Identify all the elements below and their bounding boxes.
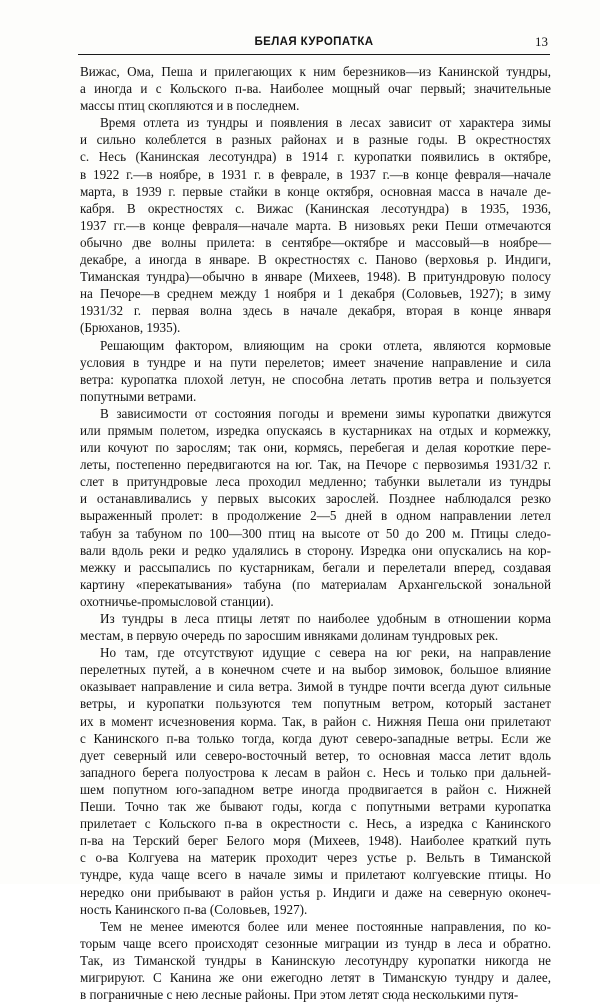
text-line: картину «перекатывания» табуна (по материалам Архангельской зональной xyxy=(80,576,551,592)
text-line: условия в тундре и на пути перелетов; имеет значение направление и сила xyxy=(80,354,551,370)
text-line: оказывает направление и сила ветра. Зимой в тундре почти всегда дуют сильные xyxy=(80,679,551,695)
text-line: или кочуют по зарослям; так они, кормясь, перебегая и делая короткие пере- xyxy=(80,440,551,456)
text-line: с Канинского п-ва только тогда, когда дуют северо-западные ветры. Если же xyxy=(80,730,551,746)
text-line: слет в притундровые леса проходил медленно; табунки вылетали из тундры xyxy=(80,474,551,490)
text-line: леты, постепенно передвигаются на юг. Так, на Печоре с первозимья 1931/32 г. xyxy=(80,457,551,473)
paragraph xyxy=(80,610,551,644)
text-line: Тиманская тундра)—обычно в январе (Михеев, 1948). В притундровую полосу xyxy=(80,269,551,285)
text-line: Из тундры в леса птицы летят по наиболее удобным в отношении корма xyxy=(100,611,551,626)
text-line: ветра: куропатка плохой летун, не способна летать против ветра и пользуется xyxy=(80,371,551,387)
paragraph xyxy=(80,63,551,114)
text-line: тундре, куда чаще всего в начале зимы и прилетают колгуевские птицы. Но xyxy=(80,867,551,883)
text-line: местам, в первую очередь по заросшим ивняками долинам тундровых рек. xyxy=(80,628,499,644)
running-title: БЕЛАЯ КУРОПАТКА xyxy=(254,36,374,48)
text-line: в 1922 г.—в ноябре, в 1931 г. в феврале, в 1937 г.—в конце февраля—начале xyxy=(80,166,551,182)
text-line: на Печоре—в среднем между 1 ноября и 1 декабря (Соловьев, 1927); в зиму xyxy=(80,286,551,302)
text-line: Тем не менее имеются более или менее постоянные направления, по ко- xyxy=(100,918,551,934)
text-line: Но там, где отсутствуют идущие с севера на юг реки, на направление xyxy=(100,645,551,661)
text-line: ветры, и куропатки пользуются тем попутным ветром, который застанет xyxy=(80,696,551,712)
text-line: дует северный или северо-восточный ветер, то основная масса летит вдоль xyxy=(80,747,551,763)
text-line: а иногда и с Кольского п-ва. Наиболее мощный очаг первый; значительные xyxy=(80,81,551,97)
paragraph xyxy=(80,405,551,610)
page-header xyxy=(78,28,550,55)
text-line: выраженный пролет: в продолжение 2—5 дней в одном направлении летел xyxy=(80,508,551,524)
text-line: 1931/32 г. первая волна здесь в начале декабря, вторая в конце января xyxy=(80,303,551,319)
text-line: Время отлета из тундры и появления в лесах зависит от характера зимы xyxy=(100,115,551,131)
text-line: мигрируют. С Канина же они ежегодно летят в Тиманскую тундру и далее, xyxy=(80,969,551,985)
text-line: марта, в 1939 г. первые стайки в конце октября, основная масса в начале де- xyxy=(80,183,551,199)
text-line: и сильно колеблется в разных районах и в разные годы. В окрестностях xyxy=(80,132,551,148)
text-line: Пеши. Точно так же бывают годы, когда с попутными ветрами куропатка xyxy=(80,799,551,815)
text-line: западного берега полуострова к лесам в район с. Несь и только при дальней- xyxy=(80,764,551,780)
text-line: вали вдоль реки и редко удалялись в сторону. Изредка они опускались на кор- xyxy=(80,542,551,558)
text-line: с. Несь (Канинская лесотундра) в 1914 г. куропатки появились в октябре, xyxy=(80,149,551,165)
text-line: Так, из Тиманской тундры в Канинскую лесотундру куропатки никогда не xyxy=(80,952,551,968)
text-line: нередко они прибывают в район устья р. Индиги и даже на северную оконеч- xyxy=(80,884,551,900)
text-line: перелетных путей, а в конечном счете и на выбор зимовок, большое влияние xyxy=(80,662,551,678)
text-line: прилетает с Кольского п-ва в окрестности с. Несь, а изредка с Канинского xyxy=(80,816,551,832)
text-line: их в момент исчезновения корма. Так, в район с. Нижняя Пеша они прилетают xyxy=(80,713,551,729)
text-line: кабря. В окрестностях с. Вижас (Канинская лесотундра) в 1935, 1936, xyxy=(80,200,551,216)
text-line: обычно две волны прилета: в сентябре—октябре и массовый—в ноябре— xyxy=(80,234,551,250)
text-line: попутными ветрами. xyxy=(80,388,197,404)
text-line: 1937 гг.—в конце февраля—начале марта. В низовьях реки Пеши отмечаются xyxy=(80,217,551,233)
text-line: охотничье-промысловой станции). xyxy=(80,593,274,609)
text-line: декабре, а иногда в январе. В окрестностях с. Паново (верховья р. Индиги, xyxy=(80,252,551,268)
paragraph xyxy=(80,337,551,405)
paragraph xyxy=(80,918,551,1003)
text-line: (Брюханов, 1935). xyxy=(80,320,181,336)
page-number: 13 xyxy=(535,34,548,49)
text-line: табун за табуном по 100—300 птиц на высоте от 50 до 200 м. Птицы следо- xyxy=(80,525,551,541)
text-line: Решающим фактором, влияющим на сроки отлета, являются кормовые xyxy=(100,337,551,353)
text-line: массы птиц скопляются и в последнем. xyxy=(80,98,300,114)
body-text xyxy=(80,63,551,1003)
text-line: В зависимости от состояния погоды и времени зимы куропатки движутся xyxy=(100,405,551,421)
text-line: в пограничные с нею лесные районы. При этом летят сюда несколькими путя- xyxy=(80,987,519,1003)
text-line: Вижас, Ома, Пеша и прилегающих к ним березников—из Канинской тундры, xyxy=(80,64,551,79)
paragraph xyxy=(80,114,551,336)
text-line: и останавливались у первых высоких зарослей. Позднее наблюдался резко xyxy=(80,491,551,507)
text-line: или прямым полетом, изредка опускаясь в кустарниках на отдых и кормежку, xyxy=(80,422,551,438)
paragraph xyxy=(80,644,551,918)
text-line: межку и рассыпались по кустарникам, бегали и перелетали вперед, создавая xyxy=(80,559,551,575)
text-line: с о-ва Колгуева на материк проходит через устье р. Вельть в Тиманской xyxy=(80,850,551,866)
text-line: шем попутном юго-западном ветре иногда продвигается в район с. Нижней xyxy=(80,781,551,797)
text-line: ность Канинского п-ва (Соловьев, 1927). xyxy=(80,901,308,917)
text-line: п-ва на Терский берег Белого моря (Михеев, 1948). Наиболее краткий путь xyxy=(80,833,551,849)
text-line: торым чаще всего происходят сезонные миграции из тундр в леса и обратно. xyxy=(80,935,551,951)
